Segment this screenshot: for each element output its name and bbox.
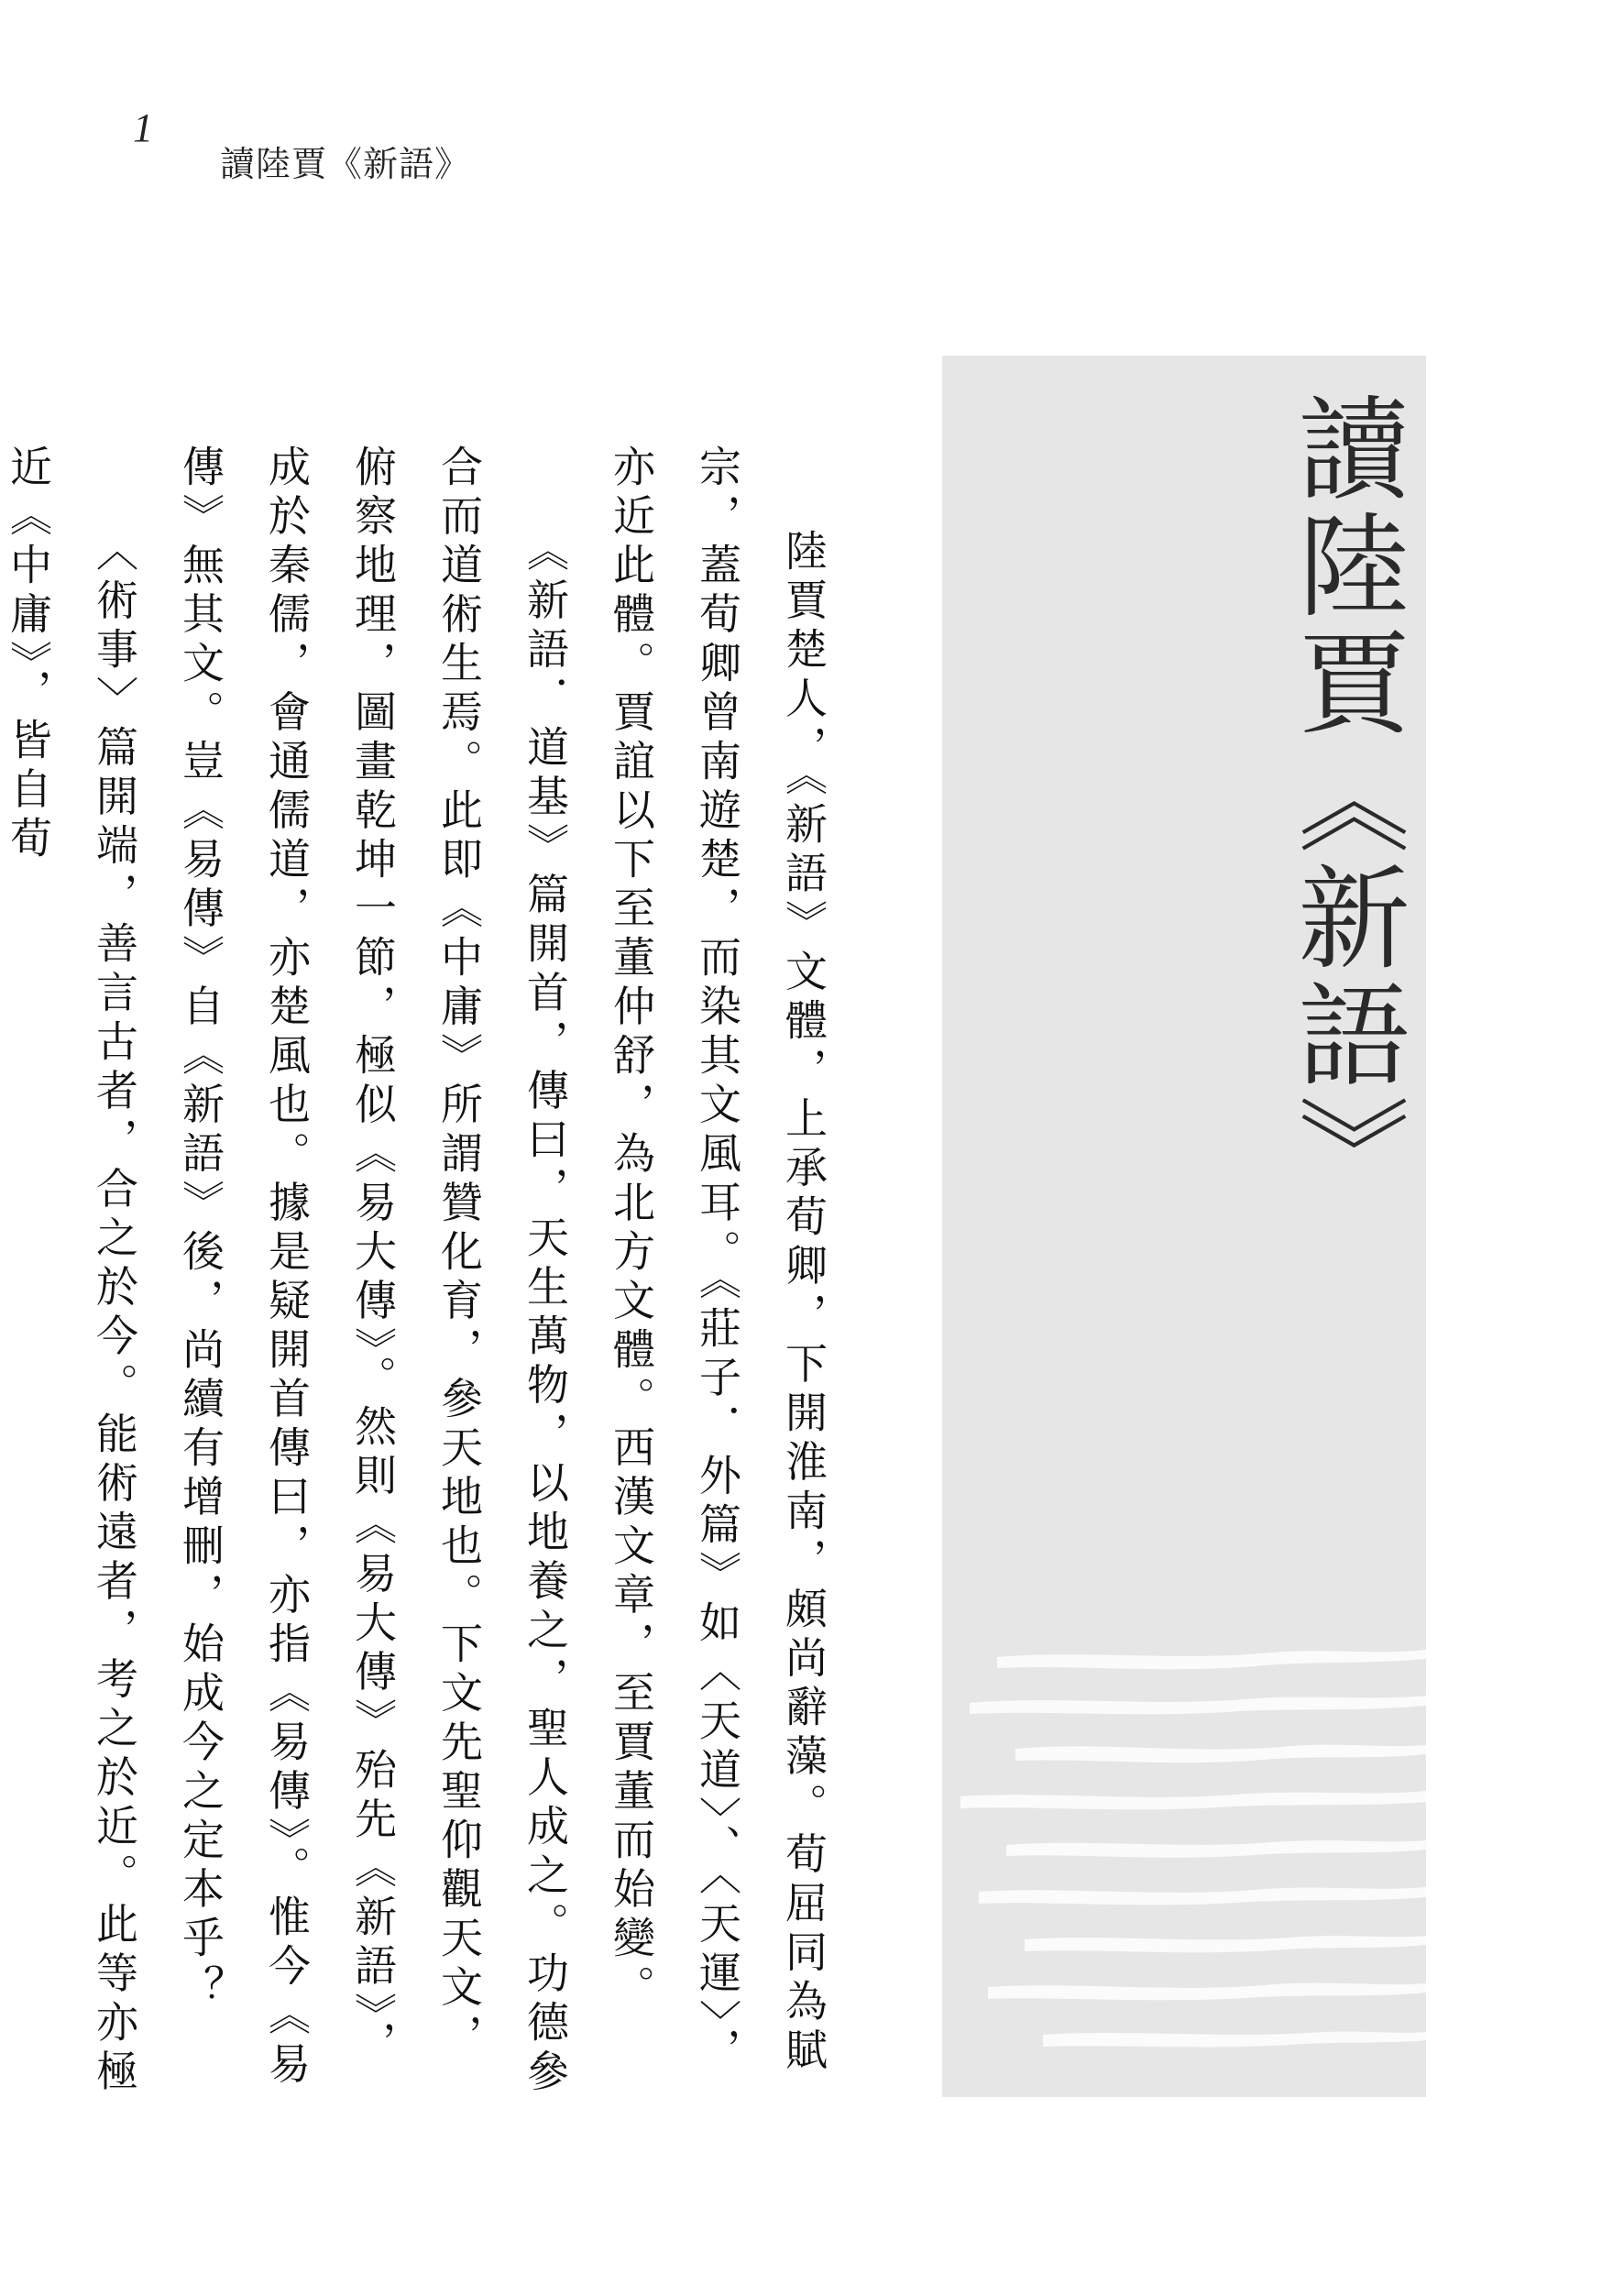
running-header: 讀陸賈《新語》 — [220, 144, 471, 184]
body-text — [4, 445, 847, 2103]
chapter-title-panel — [942, 356, 1426, 2097]
paragraph-1: 陸賈楚人，《新語》文體，上承荀卿，下開淮南，頗尚辭藻。荀屈同為賦宗，蓋荀卿曾南遊楚，而染其文風耳。《莊子．外篇》如〈天道〉、〈天運〉，亦近此體。賈誼以下至董仲舒，為北方文體。西漢文章，至賈董而始變。 — [607, 445, 828, 2077]
paragraph-2: 《新語．道基》篇開首，傳曰，天生萬物，以地養之，聖人成之。功德參合而道術生焉。此即《中庸》所謂贊化育，參天地也。下文先聖仰觀天文，俯察地理，圖畫乾坤一節，極似《易大傳》。然則《易大傳》殆先《新語》，成於秦儒，會通儒道，亦楚風也。據是疑開首傳曰，亦指《易傳》。惟今《易傳》無其文。豈《易傳》自《新語》後，尚續有增刪，始成今之定本乎？ — [176, 445, 570, 2098]
page-number: 1 — [133, 105, 153, 150]
paragraph-3: 〈術事〉篇開端，善言古者，合之於今。能術遠者，考之於近。此等亦極近《中庸》，皆自荀 — [4, 445, 139, 2098]
chapter-title: 讀陸賈《新語》 — [1279, 390, 1410, 1212]
